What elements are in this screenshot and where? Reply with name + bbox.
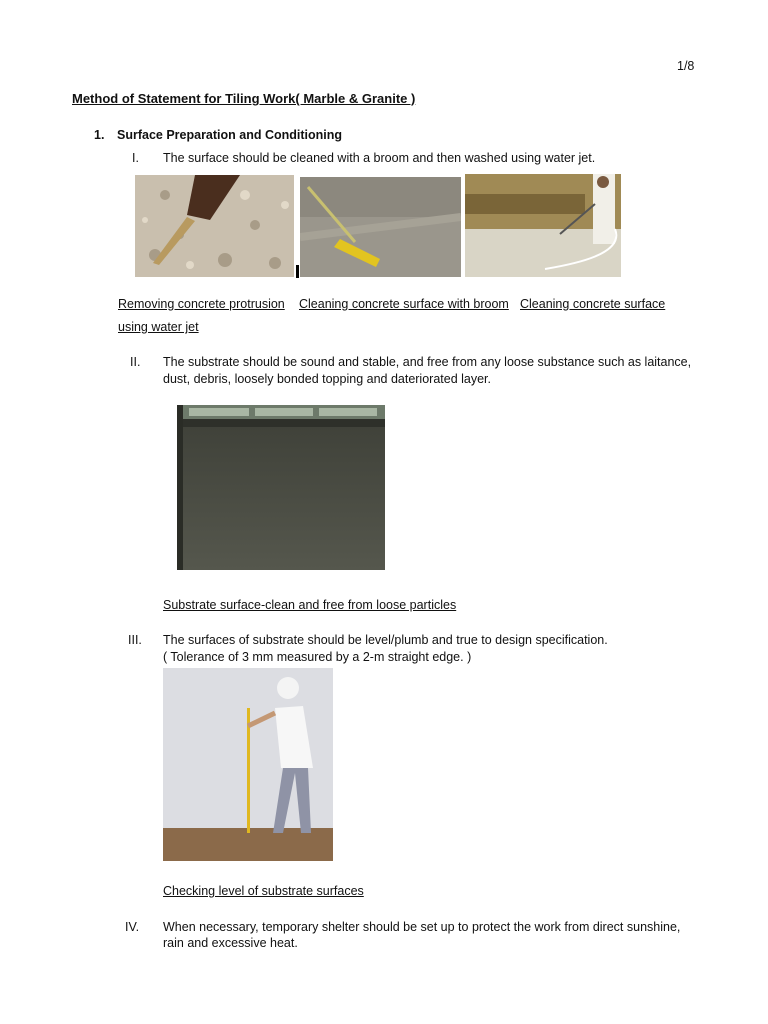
item-text-i: The surface should be cleaned with a broom and then washed using water jet.: [163, 151, 596, 165]
item-text-iv-line2: rain and excessive heat.: [163, 936, 298, 950]
item-numeral-iii: III.: [128, 633, 142, 647]
caption-substrate: Substrate surface-clean and free from loose particles: [163, 598, 457, 612]
item-text-iv-line1: When necessary, temporary shelter should be set up to protect the work from direct sunshine,: [163, 920, 681, 934]
image-marker: [296, 265, 299, 278]
item-text-iii-line1: The surfaces of substrate should be level/plumb and true to design specification.: [163, 633, 608, 647]
item-text-ii-line2: dust, debris, loosely bonded topping and dateriorated layer.: [163, 372, 492, 386]
photo-broom-cleaning: [300, 177, 461, 277]
item-text-ii-line1: The substrate should be sound and stable, and free from any loose substance such as laitance,: [163, 355, 692, 369]
caption-water-jet-line2: using water jet: [118, 320, 199, 334]
caption-removing-protrusion: Removing concrete protrusion: [118, 297, 285, 311]
page-number: 1/8: [677, 59, 695, 73]
caption-water-jet-line1: Cleaning concrete surface: [520, 297, 666, 311]
item-numeral-i: I.: [132, 151, 139, 165]
photo-removing-protrusion: [135, 175, 294, 277]
section-number: 1.: [94, 128, 105, 142]
photo-water-jet: [465, 174, 621, 277]
section-heading: Surface Preparation and Conditioning: [117, 128, 343, 142]
item-text-iii-line2: ( Tolerance of 3 mm measured by a 2-m straight edge. ): [163, 650, 472, 664]
item-numeral-iv: IV.: [125, 920, 140, 934]
item-numeral-ii: II.: [130, 355, 141, 369]
caption-level-check: Checking level of substrate surfaces: [163, 884, 364, 898]
caption-broom: Cleaning concrete surface with broom: [299, 297, 509, 311]
document-title: Method of Statement for Tiling Work( Marble & Granite ): [72, 91, 416, 106]
photo-level-check: [163, 668, 333, 861]
photo-substrate-surface: [177, 405, 385, 570]
